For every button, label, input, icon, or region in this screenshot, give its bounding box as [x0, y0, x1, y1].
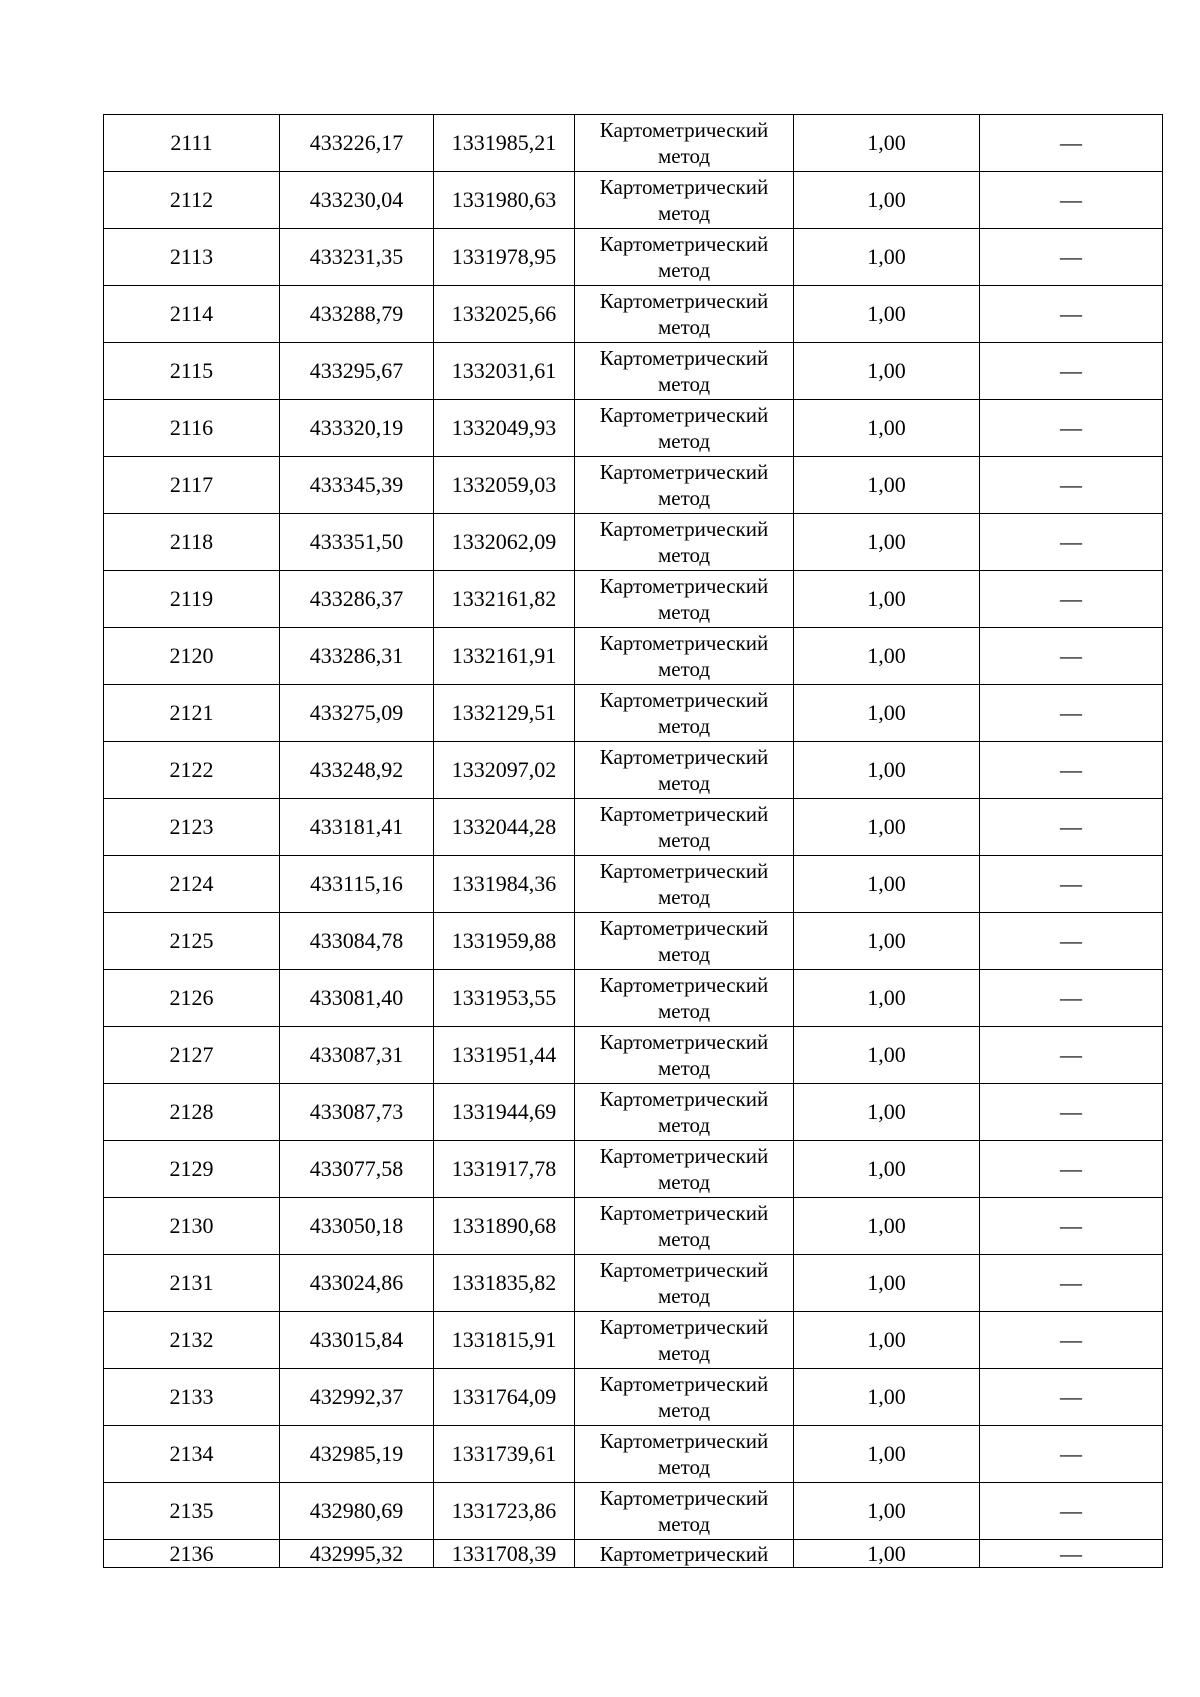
accuracy-cell: 1,00	[794, 1027, 980, 1084]
method-line-2: метод	[657, 144, 711, 168]
method-line-1: Картометрический	[599, 403, 769, 427]
table-row	[104, 628, 1163, 685]
table-row	[104, 1255, 1163, 1312]
y-coordinate-cell: 1332025,66	[434, 286, 575, 343]
method-cell	[575, 970, 794, 1027]
y-coordinate-cell: 1331953,55	[434, 970, 575, 1027]
method-cell	[575, 913, 794, 970]
method-cell	[575, 628, 794, 685]
method-line-2: метод	[657, 600, 711, 624]
table-row	[104, 856, 1163, 913]
note-cell	[980, 457, 1163, 514]
method-line-2: метод	[657, 372, 711, 396]
method-line-2: метод	[657, 1455, 711, 1479]
method-line-1: Картометрический	[599, 1372, 769, 1396]
point-number-cell: 2113	[104, 229, 280, 286]
note-cell	[980, 229, 1163, 286]
note-value: —	[1060, 700, 1082, 725]
method-line-2: метод	[657, 657, 711, 681]
point-number-cell: 2123	[104, 799, 280, 856]
note-cell	[980, 400, 1163, 457]
method-line-2: метод	[657, 315, 711, 339]
method-cell	[575, 742, 794, 799]
method-line-2: метод	[657, 543, 711, 567]
table-row	[104, 343, 1163, 400]
method-line-2: метод	[657, 1284, 711, 1308]
method-cell	[575, 400, 794, 457]
x-coordinate-cell: 433288,79	[280, 286, 434, 343]
y-coordinate-cell: 1331708,39	[434, 1540, 575, 1568]
accuracy-cell: 1,00	[794, 229, 980, 286]
table-row	[104, 1084, 1163, 1141]
note-value: —	[1060, 1540, 1082, 1566]
note-value: —	[1060, 757, 1082, 782]
accuracy-cell: 1,00	[794, 1084, 980, 1141]
method-line-2: метод	[657, 999, 711, 1023]
method-line-2: метод	[657, 429, 711, 453]
method-line-2: метод	[657, 486, 711, 510]
method-line-2: метод	[657, 771, 711, 795]
point-number-cell: 2133	[104, 1369, 280, 1426]
method-line-1: Картометрический	[599, 517, 769, 541]
x-coordinate-cell: 433231,35	[280, 229, 434, 286]
note-cell	[980, 343, 1163, 400]
point-number-cell: 2115	[104, 343, 280, 400]
method-line-2: метод	[657, 1512, 711, 1536]
note-value: —	[1060, 472, 1082, 497]
method-line-1: Картометрический	[599, 973, 769, 997]
method-line-1: Картометрический	[599, 1429, 769, 1453]
point-number-cell: 2127	[104, 1027, 280, 1084]
y-coordinate-cell: 1332129,51	[434, 685, 575, 742]
note-value: —	[1060, 1384, 1082, 1409]
accuracy-cell: 1,00	[794, 628, 980, 685]
method-line-1: Картометрический	[599, 346, 769, 370]
method-cell	[575, 343, 794, 400]
y-coordinate-cell: 1332062,09	[434, 514, 575, 571]
y-coordinate-cell: 1331985,21	[434, 115, 575, 172]
accuracy-cell: 1,00	[794, 685, 980, 742]
note-cell	[980, 913, 1163, 970]
x-coordinate-cell: 433295,67	[280, 343, 434, 400]
note-value: —	[1060, 130, 1082, 155]
note-cell	[980, 1141, 1163, 1198]
x-coordinate-cell: 433081,40	[280, 970, 434, 1027]
x-coordinate-cell: 433345,39	[280, 457, 434, 514]
method-line-1: Картометрический	[599, 916, 769, 940]
table-row	[104, 685, 1163, 742]
y-coordinate-cell: 1331978,95	[434, 229, 575, 286]
method-line-2: метод	[657, 828, 711, 852]
accuracy-cell: 1,00	[794, 799, 980, 856]
method-line-1: Картометрический	[599, 1030, 769, 1054]
y-coordinate-cell: 1332031,61	[434, 343, 575, 400]
method-line-1: Картометрический	[599, 1087, 769, 1111]
coordinates-table	[103, 114, 1163, 1568]
accuracy-cell: 1,00	[794, 856, 980, 913]
point-number-cell: 2117	[104, 457, 280, 514]
table-row	[104, 457, 1163, 514]
x-coordinate-cell: 433084,78	[280, 913, 434, 970]
point-number-cell: 2114	[104, 286, 280, 343]
x-coordinate-cell: 433181,41	[280, 799, 434, 856]
method-line-2: метод	[657, 1227, 711, 1251]
accuracy-cell: 1,00	[794, 1141, 980, 1198]
table-row	[104, 1027, 1163, 1084]
x-coordinate-cell: 433015,84	[280, 1312, 434, 1369]
point-number-cell: 2131	[104, 1255, 280, 1312]
method-line-2: метод	[657, 201, 711, 225]
x-coordinate-cell: 433024,86	[280, 1255, 434, 1312]
method-cell	[575, 229, 794, 286]
x-coordinate-cell: 433351,50	[280, 514, 434, 571]
point-number-cell: 2111	[104, 115, 280, 172]
method-line-1: Картометрический	[599, 232, 769, 256]
note-cell	[980, 970, 1163, 1027]
x-coordinate-cell: 433115,16	[280, 856, 434, 913]
accuracy-cell: 1,00	[794, 571, 980, 628]
note-value: —	[1060, 586, 1082, 611]
table-row	[104, 229, 1163, 286]
table-row	[104, 514, 1163, 571]
table-row	[104, 1483, 1163, 1540]
note-value: —	[1060, 415, 1082, 440]
note-cell	[980, 685, 1163, 742]
method-line-1: Картометрический	[599, 1315, 769, 1339]
method-line-1: Картометрический	[599, 574, 769, 598]
y-coordinate-cell: 1331980,63	[434, 172, 575, 229]
note-value: —	[1060, 985, 1082, 1010]
note-cell	[980, 1483, 1163, 1540]
method-cell	[575, 856, 794, 913]
method-line-1: Картометрический	[599, 1201, 769, 1225]
table-row	[104, 1141, 1163, 1198]
table-body	[104, 115, 1163, 1568]
point-number-cell: 2128	[104, 1084, 280, 1141]
point-number-cell: 2118	[104, 514, 280, 571]
accuracy-cell: 1,00	[794, 343, 980, 400]
method-cell	[575, 799, 794, 856]
method-line-1: Картометрический	[599, 289, 769, 313]
table-row	[104, 571, 1163, 628]
note-cell	[980, 628, 1163, 685]
point-number-cell: 2130	[104, 1198, 280, 1255]
method-line-2: метод	[657, 885, 711, 909]
point-number-cell: 2124	[104, 856, 280, 913]
method-line-1: Картометрический	[599, 460, 769, 484]
accuracy-cell: 1,00	[794, 1540, 980, 1568]
x-coordinate-cell: 433275,09	[280, 685, 434, 742]
y-coordinate-cell: 1332059,03	[434, 457, 575, 514]
accuracy-cell: 1,00	[794, 286, 980, 343]
method-line-2: метод	[657, 714, 711, 738]
note-value: —	[1060, 814, 1082, 839]
y-coordinate-cell: 1331739,61	[434, 1426, 575, 1483]
table-row	[104, 742, 1163, 799]
x-coordinate-cell: 433320,19	[280, 400, 434, 457]
point-number-cell: 2126	[104, 970, 280, 1027]
x-coordinate-cell: 433226,17	[280, 115, 434, 172]
y-coordinate-cell: 1331959,88	[434, 913, 575, 970]
method-cell	[575, 1426, 794, 1483]
method-cell	[575, 1312, 794, 1369]
note-value: —	[1060, 1156, 1082, 1181]
point-number-cell: 2120	[104, 628, 280, 685]
y-coordinate-cell: 1331951,44	[434, 1027, 575, 1084]
note-cell	[980, 1540, 1163, 1568]
point-number-cell: 2116	[104, 400, 280, 457]
note-value: —	[1060, 1213, 1082, 1238]
note-value: —	[1060, 1441, 1082, 1466]
x-coordinate-cell: 432985,19	[280, 1426, 434, 1483]
note-cell	[980, 1084, 1163, 1141]
y-coordinate-cell: 1331835,82	[434, 1255, 575, 1312]
method-cell	[575, 1369, 794, 1426]
point-number-cell: 2121	[104, 685, 280, 742]
note-cell	[980, 1027, 1163, 1084]
table-row	[104, 1198, 1163, 1255]
point-number-cell: 2119	[104, 571, 280, 628]
note-value: —	[1060, 1327, 1082, 1352]
point-number-cell: 2112	[104, 172, 280, 229]
method-cell	[575, 1540, 794, 1568]
method-line-1: Картометрический	[599, 1258, 769, 1282]
x-coordinate-cell: 433077,58	[280, 1141, 434, 1198]
method-cell	[575, 1255, 794, 1312]
table-row	[104, 1426, 1163, 1483]
x-coordinate-cell: 433248,92	[280, 742, 434, 799]
point-number-cell: 2136	[104, 1540, 280, 1568]
table-row	[104, 1312, 1163, 1369]
point-number-cell: 2134	[104, 1426, 280, 1483]
note-value: —	[1060, 358, 1082, 383]
y-coordinate-cell: 1331984,36	[434, 856, 575, 913]
note-cell	[980, 514, 1163, 571]
method-line-2: метод	[657, 1113, 711, 1137]
table-row	[104, 115, 1163, 172]
accuracy-cell: 1,00	[794, 1483, 980, 1540]
table-row	[104, 400, 1163, 457]
table-row	[104, 1369, 1163, 1426]
note-value: —	[1060, 643, 1082, 668]
table-row	[104, 1540, 1163, 1568]
point-number-cell: 2122	[104, 742, 280, 799]
method-line-2: метод	[657, 1056, 711, 1080]
note-cell	[980, 1198, 1163, 1255]
note-value: —	[1060, 301, 1082, 326]
accuracy-cell: 1,00	[794, 457, 980, 514]
method-cell	[575, 1483, 794, 1540]
method-line-1: Картометрический	[599, 802, 769, 826]
note-cell	[980, 1312, 1163, 1369]
method-line-1: Картометрический	[599, 688, 769, 712]
accuracy-cell: 1,00	[794, 514, 980, 571]
x-coordinate-cell: 432980,69	[280, 1483, 434, 1540]
method-cell	[575, 685, 794, 742]
point-number-cell: 2132	[104, 1312, 280, 1369]
y-coordinate-cell: 1331917,78	[434, 1141, 575, 1198]
note-cell	[980, 742, 1163, 799]
y-coordinate-cell: 1331890,68	[434, 1198, 575, 1255]
method-line-1: Картометрический	[599, 1144, 769, 1168]
method-cell	[575, 514, 794, 571]
table-row	[104, 286, 1163, 343]
y-coordinate-cell: 1332161,82	[434, 571, 575, 628]
accuracy-cell: 1,00	[794, 172, 980, 229]
y-coordinate-cell: 1332044,28	[434, 799, 575, 856]
method-line-2: метод	[657, 1170, 711, 1194]
accuracy-cell: 1,00	[794, 742, 980, 799]
method-cell	[575, 286, 794, 343]
method-line-1: Картометрический	[599, 859, 769, 883]
note-value: —	[1060, 1270, 1082, 1295]
note-value: —	[1060, 529, 1082, 554]
method-cell	[575, 1084, 794, 1141]
method-line-1: Картометрический	[599, 1486, 769, 1510]
method-line-2: метод	[657, 942, 711, 966]
accuracy-cell: 1,00	[794, 1312, 980, 1369]
note-cell	[980, 172, 1163, 229]
note-value: —	[1060, 1042, 1082, 1067]
y-coordinate-cell: 1331764,09	[434, 1369, 575, 1426]
accuracy-cell: 1,00	[794, 1369, 980, 1426]
point-number-cell: 2125	[104, 913, 280, 970]
accuracy-cell: 1,00	[794, 1198, 980, 1255]
point-number-cell: 2129	[104, 1141, 280, 1198]
accuracy-cell: 1,00	[794, 115, 980, 172]
y-coordinate-cell: 1331815,91	[434, 1312, 575, 1369]
method-cell	[575, 115, 794, 172]
method-line-1: Картометрический	[599, 745, 769, 769]
y-coordinate-cell: 1331944,69	[434, 1084, 575, 1141]
method-line-2: метод	[657, 1341, 711, 1365]
method-line-1: Картометрический	[599, 118, 769, 142]
y-coordinate-cell: 1332097,02	[434, 742, 575, 799]
method-line-1: Картометрический	[599, 631, 769, 655]
accuracy-cell: 1,00	[794, 913, 980, 970]
x-coordinate-cell: 432992,37	[280, 1369, 434, 1426]
table-row	[104, 970, 1163, 1027]
x-coordinate-cell: 433050,18	[280, 1198, 434, 1255]
method-line-2: метод	[657, 1398, 711, 1422]
x-coordinate-cell: 432995,32	[280, 1540, 434, 1568]
method-cell	[575, 571, 794, 628]
note-value: —	[1060, 1099, 1082, 1124]
note-cell	[980, 1426, 1163, 1483]
x-coordinate-cell: 433087,73	[280, 1084, 434, 1141]
note-cell	[980, 286, 1163, 343]
note-cell	[980, 115, 1163, 172]
note-value: —	[1060, 244, 1082, 269]
method-cell	[575, 1027, 794, 1084]
x-coordinate-cell: 433286,31	[280, 628, 434, 685]
method-line-2: метод	[657, 258, 711, 282]
accuracy-cell: 1,00	[794, 1255, 980, 1312]
method-cell	[575, 1198, 794, 1255]
method-cell	[575, 457, 794, 514]
accuracy-cell: 1,00	[794, 1426, 980, 1483]
table-row	[104, 172, 1163, 229]
note-cell	[980, 1255, 1163, 1312]
y-coordinate-cell: 1331723,86	[434, 1483, 575, 1540]
note-cell	[980, 799, 1163, 856]
x-coordinate-cell: 433087,31	[280, 1027, 434, 1084]
note-value: —	[1060, 1498, 1082, 1523]
table-row	[104, 913, 1163, 970]
accuracy-cell: 1,00	[794, 400, 980, 457]
y-coordinate-cell: 1332049,93	[434, 400, 575, 457]
x-coordinate-cell: 433230,04	[280, 172, 434, 229]
table-row	[104, 799, 1163, 856]
note-cell	[980, 1369, 1163, 1426]
point-number-cell: 2135	[104, 1483, 280, 1540]
note-value: —	[1060, 187, 1082, 212]
note-value: —	[1060, 928, 1082, 953]
accuracy-cell: 1,00	[794, 970, 980, 1027]
note-cell	[980, 571, 1163, 628]
y-coordinate-cell: 1332161,91	[434, 628, 575, 685]
note-value: —	[1060, 871, 1082, 896]
method-line-1: Картометрический	[599, 175, 769, 199]
x-coordinate-cell: 433286,37	[280, 571, 434, 628]
note-cell	[980, 856, 1163, 913]
method-cell	[575, 1141, 794, 1198]
method-line-1: Картометрический	[599, 1541, 769, 1566]
method-cell	[575, 172, 794, 229]
